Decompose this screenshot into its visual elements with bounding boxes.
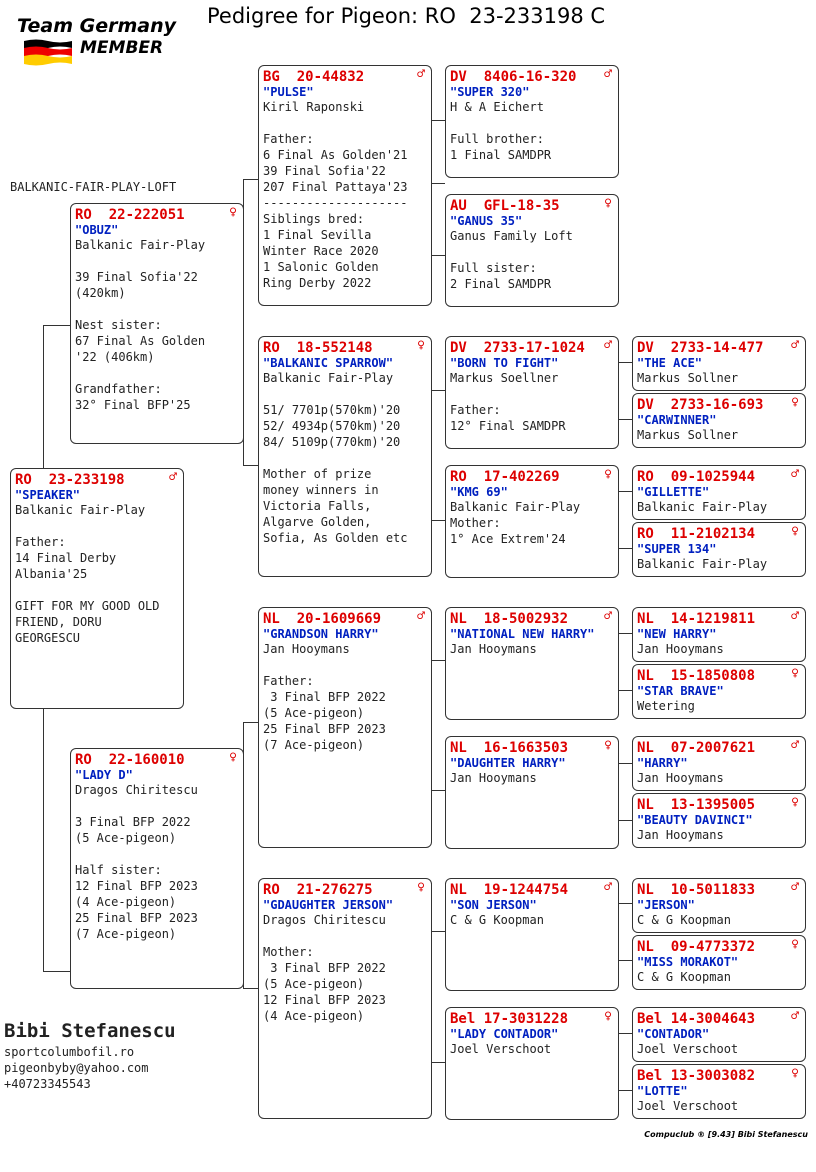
ring-number: NL 14-1219811 <box>637 611 756 627</box>
connector <box>243 988 259 989</box>
pigeon-card-g11[interactable] <box>632 1007 806 1062</box>
pigeon-name: "LADY CONTADOR" <box>450 1027 559 1041</box>
info-line: GEORGESCU <box>15 631 81 645</box>
info-line <box>450 244 614 260</box>
pigeon-card-g7[interactable] <box>632 736 806 791</box>
pigeon-name: "SUPER 320" <box>450 85 530 99</box>
info-line: Jan Hooymans <box>637 642 724 656</box>
connector <box>43 325 44 468</box>
info-line: Dragos Chiritescu <box>75 783 198 797</box>
pigeon-name: "LOTTE" <box>637 1084 688 1098</box>
pigeon-name: "SUPER 134" <box>637 542 717 556</box>
info-line: Grandfather: <box>75 382 162 396</box>
pigeon-card-sd[interactable] <box>258 336 432 577</box>
info-line: 51/ 7701p(570km)'20 <box>263 403 401 417</box>
connector <box>618 960 632 961</box>
info-line: (5 Ace-pigeon) <box>263 706 365 720</box>
connector <box>618 419 632 420</box>
pigeon-card-g5[interactable] <box>632 607 806 662</box>
ring-number: RO 23-233198 <box>15 472 125 488</box>
female-icon: ♀ <box>604 196 612 211</box>
info-line: 2 Final SAMDPR <box>450 277 552 291</box>
female-icon: ♀ <box>229 205 237 220</box>
info-line: 1 Final Sevilla <box>263 228 372 242</box>
ring-number: NL 16-1663503 <box>450 740 569 756</box>
info-line <box>75 253 239 269</box>
loft-label: BALKANIC-FAIR-PLAY-LOFT <box>10 180 177 194</box>
info-line: 12 Final BFP 2023 <box>75 879 198 893</box>
connector <box>618 1033 632 1034</box>
pigeon-name: "SPEAKER" <box>15 488 81 502</box>
info-line: 84/ 5109p(770km)'20 <box>263 435 401 449</box>
info-line: Markus Sollner <box>637 428 739 442</box>
logo-member: MEMBER <box>80 38 164 58</box>
pigeon-name: "GRANDSON HARRY" <box>263 627 379 641</box>
info-line: Father: <box>450 403 501 417</box>
info-line: Jan Hooymans <box>450 771 537 785</box>
info-line: '22 (406km) <box>75 350 155 364</box>
pigeon-name: "KMG 69" <box>450 485 508 499</box>
info-line: 39 Final Sofia'22 <box>263 164 386 178</box>
info-line: Father: <box>263 132 314 146</box>
male-icon: ♂ <box>791 338 799 353</box>
info-line: Albania'25 <box>15 567 88 581</box>
info-line: Balkanic Fair-Play <box>450 500 581 514</box>
info-line: 6 Final As Golden'21 <box>263 148 408 162</box>
pigeon-card-dds[interactable] <box>445 878 619 991</box>
male-icon: ♂ <box>604 880 612 895</box>
pigeon-card-dam[interactable] <box>70 748 244 989</box>
ring-number: BG 20-44832 <box>263 69 365 85</box>
male-icon: ♂ <box>791 880 799 895</box>
info-line: Winter Race 2020 <box>263 244 379 258</box>
connector <box>431 790 445 791</box>
connector <box>431 660 445 661</box>
ring-number: RO 21-276275 <box>263 882 373 898</box>
pigeon-card-ssd[interactable] <box>445 194 619 307</box>
info-line: 52/ 4934p(570km)'20 <box>263 419 401 433</box>
germany-flag-icon <box>24 38 72 66</box>
pigeon-name: "BALKANIC SPARROW" <box>263 356 394 370</box>
info-line: C & G Koopman <box>637 913 731 927</box>
info-line: Ganus Family Loft <box>450 229 573 243</box>
info-line: Joel Verschoot <box>450 1042 552 1056</box>
ring-number: DV 2733-16-693 <box>637 397 764 413</box>
connector <box>431 520 445 521</box>
info-line <box>263 928 427 944</box>
owner-phone: +40723345543 <box>4 1077 91 1091</box>
male-icon: ♂ <box>604 609 612 624</box>
info-line: Wetering <box>637 699 695 713</box>
info-line <box>450 386 614 402</box>
ring-number: DV 2733-14-477 <box>637 340 764 356</box>
info-line: (5 Ace-pigeon) <box>75 831 177 845</box>
pigeon-name: "CONTADOR" <box>637 1027 710 1041</box>
info-line <box>15 518 179 534</box>
pigeon-name: "THE ACE" <box>637 356 703 370</box>
pigeon-name: "LADY D" <box>75 768 133 782</box>
info-line: -------------------- <box>263 196 408 210</box>
ring-number: RO 11-2102134 <box>637 526 756 542</box>
female-icon: ♀ <box>417 880 425 895</box>
info-line: C & G Koopman <box>450 913 544 927</box>
logo-team-germany: Team Germany <box>17 15 177 37</box>
pigeon-card-g3[interactable] <box>632 465 806 520</box>
female-icon: ♀ <box>604 467 612 482</box>
connector <box>43 325 70 326</box>
info-line: GIFT FOR MY GOOD OLD <box>15 599 160 613</box>
info-line: (7 Ace-pigeon) <box>75 927 177 941</box>
male-icon: ♂ <box>791 609 799 624</box>
pigeon-card-dss[interactable] <box>445 607 619 720</box>
pigeon-card-sss[interactable] <box>445 65 619 178</box>
ring-number: RO 17-402269 <box>450 469 560 485</box>
info-line <box>263 657 427 673</box>
info-line: Mother: <box>263 945 314 959</box>
female-icon: ♀ <box>604 738 612 753</box>
info-line: 3 Final BFP 2022 <box>75 815 191 829</box>
info-line: Balkanic Fair-Play <box>75 238 206 252</box>
pigeon-card-g9[interactable] <box>632 878 806 933</box>
pigeon-name: "PULSE" <box>263 85 314 99</box>
male-icon: ♂ <box>791 1009 799 1024</box>
connector <box>431 1062 445 1063</box>
connector <box>43 708 44 971</box>
connector <box>618 903 632 904</box>
pigeon-name: "GDAUGHTER JERSON" <box>263 898 394 912</box>
info-line: 1 Final SAMDPR <box>450 148 552 162</box>
pigeon-name: "NATIONAL NEW HARRY" <box>450 627 595 641</box>
pigeon-name: "BORN TO FIGHT" <box>450 356 559 370</box>
connector <box>431 390 445 391</box>
connector <box>618 1090 632 1091</box>
info-line: H & A Eichert <box>450 100 544 114</box>
ring-number: NL 09-4773372 <box>637 939 756 955</box>
male-icon: ♂ <box>604 338 612 353</box>
info-line: 14 Final Derby <box>15 551 117 565</box>
pigeon-name: "MISS MORAKOT" <box>637 955 739 969</box>
info-line: 67 Final As Golden <box>75 334 206 348</box>
female-icon: ♀ <box>604 1009 612 1024</box>
ring-number: AU GFL-18-35 <box>450 198 560 214</box>
pigeon-card-dd[interactable] <box>258 878 432 1119</box>
ring-number: NL 15-1850808 <box>637 668 756 684</box>
pigeon-name: "DAUGHTER HARRY" <box>450 756 566 770</box>
info-line: (5 Ace-pigeon) <box>263 977 365 991</box>
male-icon: ♂ <box>791 467 799 482</box>
info-line: (7 Ace-pigeon) <box>263 738 365 752</box>
pigeon-name: "NEW HARRY" <box>637 627 717 641</box>
female-icon: ♀ <box>791 395 799 410</box>
info-line: Mother of prize <box>263 467 372 481</box>
info-line: 25 Final BFP 2023 <box>263 722 386 736</box>
pigeon-card-sdd[interactable] <box>445 465 619 578</box>
info-line: Jan Hooymans <box>637 828 724 842</box>
footer-credit: Compuclub ® [9.43] Bibi Stefanescu <box>644 1130 808 1139</box>
info-line: Full brother: <box>450 132 544 146</box>
female-icon: ♀ <box>791 937 799 952</box>
male-icon: ♂ <box>604 67 612 82</box>
info-line: Joel Verschoot <box>637 1042 739 1056</box>
connector <box>431 931 445 932</box>
pigeon-card-sds[interactable] <box>445 336 619 449</box>
ring-number: NL 20-1609669 <box>263 611 382 627</box>
male-icon: ♂ <box>791 738 799 753</box>
ring-number: NL 18-5002932 <box>450 611 569 627</box>
ring-number: Bel 17-3031228 <box>450 1011 569 1027</box>
info-line: Half sister: <box>75 863 162 877</box>
info-line <box>263 450 427 466</box>
info-line: Victoria Falls, <box>263 499 372 513</box>
ring-number: NL 13-1395005 <box>637 797 756 813</box>
pigeon-card-ds[interactable] <box>258 607 432 848</box>
pigeon-name: "JERSON" <box>637 898 695 912</box>
info-line: Algarve Golden, <box>263 515 372 529</box>
connector <box>243 722 259 723</box>
info-line: C & G Koopman <box>637 970 731 984</box>
info-line: Balkanic Fair-Play <box>637 557 768 571</box>
connector <box>618 820 632 821</box>
info-line: 3 Final BFP 2022 <box>263 961 386 975</box>
ring-number: RO 09-1025944 <box>637 469 756 485</box>
pigeon-card-ss[interactable] <box>258 65 432 306</box>
info-line: 25 Final BFP 2023 <box>75 911 198 925</box>
ring-number: NL 07-2007621 <box>637 740 756 756</box>
pigeon-name: "STAR BRAVE" <box>637 684 724 698</box>
info-line <box>75 798 239 814</box>
connector <box>243 179 259 180</box>
connector <box>431 183 445 184</box>
female-icon: ♀ <box>229 750 237 765</box>
info-line: Markus Sollner <box>637 371 739 385</box>
ring-number: NL 10-5011833 <box>637 882 756 898</box>
info-line: Father: <box>263 674 314 688</box>
ring-number: Bel 14-3004643 <box>637 1011 756 1027</box>
info-line: 39 Final Sofia'22 <box>75 270 198 284</box>
info-line: Father: <box>15 535 66 549</box>
pigeon-card-g4[interactable] <box>632 522 806 577</box>
connector <box>431 120 445 121</box>
info-line: Balkanic Fair-Play <box>637 500 768 514</box>
male-icon: ♂ <box>417 609 425 624</box>
info-line: Jan Hooymans <box>450 642 537 656</box>
info-line: Balkanic Fair-Play <box>263 371 394 385</box>
info-line: (4 Ace-pigeon) <box>263 1009 365 1023</box>
female-icon: ♀ <box>791 1066 799 1081</box>
connector <box>618 491 632 492</box>
info-line: 12° Final SAMDPR <box>450 419 566 433</box>
connector <box>43 971 70 972</box>
pigeon-card-g6[interactable] <box>632 664 806 719</box>
info-line: Nest sister: <box>75 318 162 332</box>
info-line: Markus Soellner <box>450 371 559 385</box>
info-line: Full sister: <box>450 261 537 275</box>
info-line: Dragos Chiritescu <box>263 913 386 927</box>
connector <box>618 763 632 764</box>
info-line: 1° Ace Extrem'24 <box>450 532 566 546</box>
pigeon-name: "OBUZ" <box>75 223 119 237</box>
info-line <box>263 115 427 131</box>
connector <box>618 362 632 363</box>
pigeon-name: "SON JERSON" <box>450 898 537 912</box>
info-line: 1 Salonic Golden <box>263 260 379 274</box>
info-line: 207 Final Pattaya'23 <box>263 180 408 194</box>
female-icon: ♀ <box>791 524 799 539</box>
ring-number: RO 18-552148 <box>263 340 373 356</box>
connector <box>243 465 259 466</box>
female-icon: ♀ <box>791 666 799 681</box>
info-line: (420km) <box>75 286 126 300</box>
pigeon-card-g2[interactable] <box>632 393 806 448</box>
ring-number: DV 8406-16-320 <box>450 69 577 85</box>
ring-number: DV 2733-17-1024 <box>450 340 585 356</box>
info-line <box>263 386 427 402</box>
page-title: Pedigree for Pigeon: RO 23-233198 C <box>207 4 606 28</box>
info-line <box>15 582 179 598</box>
info-line: money winners in <box>263 483 379 497</box>
female-icon: ♀ <box>791 795 799 810</box>
info-line: FRIEND, DORU <box>15 615 102 629</box>
info-line <box>75 846 239 862</box>
pigeon-card-ddd[interactable] <box>445 1007 619 1120</box>
info-line: (4 Ace-pigeon) <box>75 895 177 909</box>
owner-email[interactable]: pigeonbyby@yahoo.com <box>4 1061 149 1075</box>
info-line <box>75 365 239 381</box>
pigeon-card-subject[interactable] <box>10 468 184 709</box>
female-icon: ♀ <box>417 338 425 353</box>
info-line <box>450 115 614 131</box>
connector <box>618 690 632 691</box>
info-line: Mother: <box>450 516 501 530</box>
pigeon-name: "GILLETTE" <box>637 485 710 499</box>
connector <box>618 548 632 549</box>
pigeon-card-g1[interactable] <box>632 336 806 391</box>
ring-number: RO 22-160010 <box>75 752 185 768</box>
owner-website[interactable]: sportcolumbofil.ro <box>4 1045 135 1059</box>
info-line: Jan Hooymans <box>637 771 724 785</box>
ring-number: NL 19-1244754 <box>450 882 569 898</box>
pigeon-name: "BEAUTY DAVINCI" <box>637 813 753 827</box>
male-icon: ♂ <box>169 470 177 485</box>
pigeon-card-g10[interactable] <box>632 935 806 990</box>
info-line: Joel Verschoot <box>637 1099 739 1113</box>
info-line: Jan Hooymans <box>263 642 350 656</box>
male-icon: ♂ <box>417 67 425 82</box>
info-line: Siblings bred: <box>263 212 365 226</box>
info-line <box>75 301 239 317</box>
info-line: 3 Final BFP 2022 <box>263 690 386 704</box>
ring-number: Bel 13-3003082 <box>637 1068 756 1084</box>
pigeon-card-dsd[interactable] <box>445 736 619 849</box>
pigeon-name: "HARRY" <box>637 756 688 770</box>
connector <box>431 255 445 256</box>
connector <box>618 633 632 634</box>
owner-name: Bibi Stefanescu <box>4 1020 176 1042</box>
info-line: Kiril Raponski <box>263 100 365 114</box>
info-line: Ring Derby 2022 <box>263 276 372 290</box>
info-line: 12 Final BFP 2023 <box>263 993 386 1007</box>
pigeon-name: "GANUS 35" <box>450 214 523 228</box>
pigeon-card-g12[interactable] <box>632 1064 806 1119</box>
ring-number: RO 22-222051 <box>75 207 185 223</box>
pigeon-card-g8[interactable] <box>632 793 806 848</box>
info-line: Balkanic Fair-Play <box>15 503 146 517</box>
info-line: Sofia, As Golden etc <box>263 531 408 545</box>
pigeon-card-sire[interactable] <box>70 203 244 444</box>
pigeon-name: "CARWINNER" <box>637 413 717 427</box>
info-line: 32° Final BFP'25 <box>75 398 191 412</box>
